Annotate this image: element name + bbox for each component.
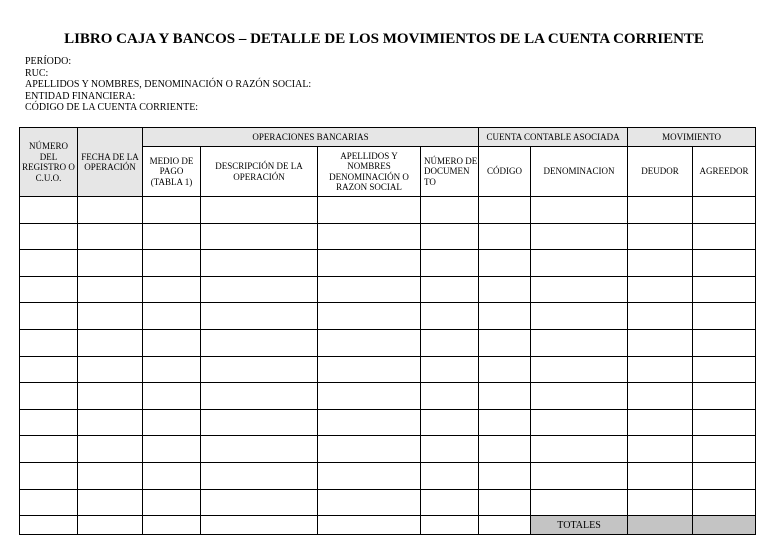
table-row <box>20 356 756 383</box>
page-title: LIBRO CAJA Y BANCOS – DETALLE DE LOS MOVIMIENTOS DE LA CUENTA CORRIENTE <box>64 31 704 47</box>
table-row <box>20 462 756 489</box>
table-row <box>20 489 756 516</box>
header-codigo: CÓDIGO <box>479 147 531 197</box>
table-body <box>20 197 756 535</box>
razon-social-label: APELLIDOS Y NOMBRES, DENOMINACIÓN O RAZÓN SOCIAL: <box>25 79 312 90</box>
table-row <box>20 223 756 250</box>
header-cuenta-contable: CUENTA CONTABLE ASOCIADA <box>479 128 628 147</box>
periodo-label: PERÍODO: <box>25 56 72 67</box>
totals-label: TOTALES <box>531 516 628 535</box>
header-numero-registro: NÚMERO DEL REGISTRO O C.U.O. <box>20 128 78 197</box>
entidad-financiera-label: ENTIDAD FINANCIERA: <box>25 90 136 102</box>
table-row <box>20 436 756 463</box>
table-row <box>20 409 756 436</box>
table-row <box>20 329 756 356</box>
table-row <box>20 197 756 224</box>
header-agreedor: AGREEDOR <box>693 147 756 197</box>
header-deudor: DEUDOR <box>628 147 693 197</box>
ruc-label: RUC: <box>25 67 49 79</box>
header-descripcion: DESCRIPCIÓN DE LA OPERACIÓN <box>201 147 318 197</box>
header-medio-pago: MEDIO DE PAGO (TABLA 1) <box>143 147 201 197</box>
total-agreedor-cell <box>693 516 756 535</box>
table-row <box>20 303 756 330</box>
total-deudor-cell <box>628 516 693 535</box>
codigo-cuenta-label: CÓDIGO DE LA CUENTA CORRIENTE: <box>25 102 199 113</box>
header-operaciones-bancarias: OPERACIONES BANCARIAS <box>143 128 479 147</box>
header-info <box>25 56 311 114</box>
header-movimiento: MOVIMIENTO <box>628 128 756 147</box>
table-row <box>20 250 756 277</box>
totals-row <box>20 516 756 535</box>
header-fecha-operacion: FECHA DE LA OPERACIÓN <box>78 128 143 197</box>
movimientos-table <box>19 127 756 535</box>
header-denominacion: DENOMINACION <box>531 147 628 197</box>
table-row <box>20 276 756 303</box>
table-row <box>20 383 756 410</box>
header-numero-documento: NÚMERO DE DOCUMEN TO <box>421 147 479 197</box>
header-apellidos: APELLIDOS Y NOMBRES DENOMINACIÓN O RAZON SOCIAL <box>318 147 421 197</box>
